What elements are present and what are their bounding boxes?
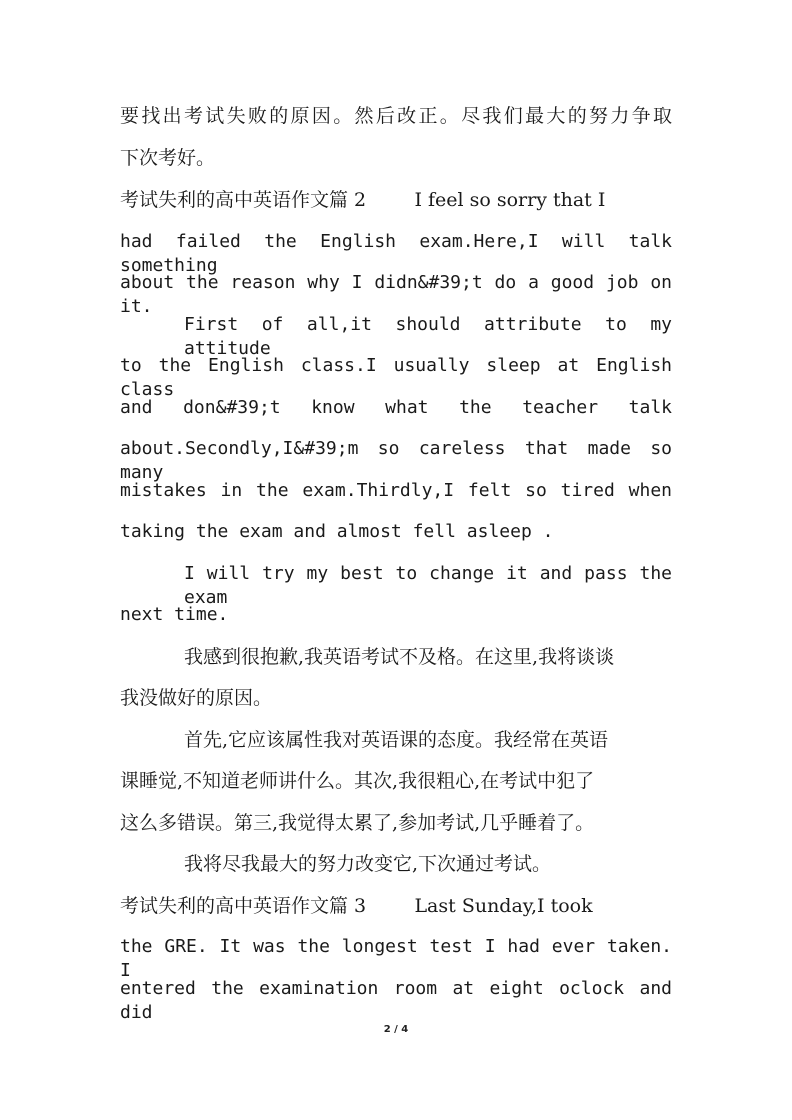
paragraph-line: mistakes in the exam.Thirdly,I felt so tired when	[120, 480, 672, 501]
paragraph-line: First of all,it should attribute to my attitude	[184, 314, 672, 359]
section-heading-essay-2: 考试失利的高中英语作文篇 2 I feel so sorry that I	[120, 189, 606, 211]
paragraph-line: had failed the English exam.Here,I will talk something	[120, 231, 672, 276]
paragraph-line: taking the exam and almost fell asleep .	[120, 521, 554, 542]
paragraph-line: entered the examination room at eight oclock and did	[120, 978, 672, 1023]
paragraph-line: to the English class.I usually sleep at English class	[120, 355, 672, 400]
paragraph-line: and don&#39;t know what the teacher talk	[120, 397, 672, 418]
paragraph-line: about.Secondly,I&#39;m so careless that made so many	[120, 438, 672, 483]
paragraph-line: 课睡觉,不知道老师讲什么。其次,我很粗心,在考试中犯了	[120, 770, 595, 792]
paragraph-line: 我感到很抱歉,我英语考试不及格。在这里,我将谈谈	[184, 646, 615, 668]
paragraph-line: 首先,它应该属性我对英语课的态度。我经常在英语	[184, 729, 609, 751]
paragraph-line: 这么多错误。第三,我觉得太累了,参加考试,几乎睡着了。	[120, 812, 595, 834]
page-number: 2 / 4	[383, 1024, 409, 1035]
paragraph-line: 我将尽我最大的努力改变它,下次通过考试。	[184, 853, 552, 875]
section-heading-essay-3: 考试失利的高中英语作文篇 3 Last Sunday,I took	[120, 895, 593, 917]
paragraph-line: I will try my best to change it and pass the exam	[184, 563, 672, 608]
paragraph-line: about the reason why I didn&#39;t do a good job on it.	[120, 272, 672, 317]
paragraph-line: 我没做好的原因。	[120, 687, 273, 709]
paragraph-line: the GRE. It was the longest test I had ever taken. I	[120, 936, 672, 981]
paragraph-line: 下次考好。	[120, 147, 216, 169]
paragraph-line: 要找出考试失败的原因。然后改正。尽我们最大的努力争取	[120, 105, 672, 127]
paragraph-line: next time.	[120, 604, 229, 625]
